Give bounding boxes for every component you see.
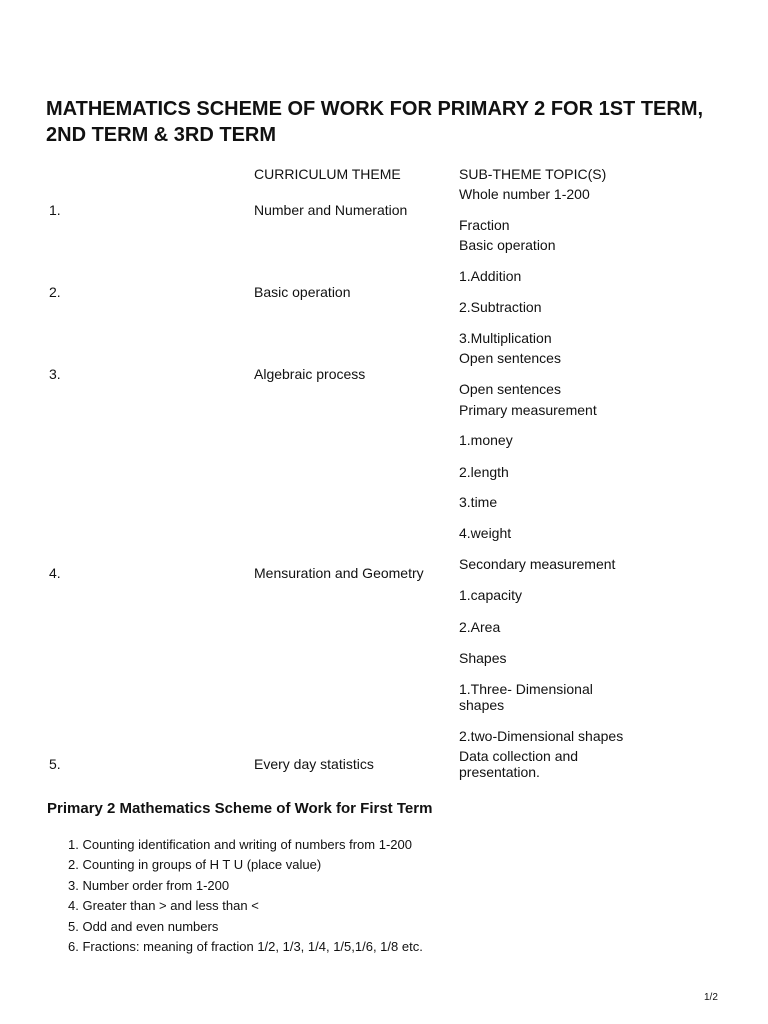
sub-theme-topic: 1.Addition [459, 268, 522, 284]
list-item: 3. Number order from 1-200 [68, 877, 230, 893]
sub-theme-topic: Whole number 1-200 [459, 186, 590, 202]
curriculum-theme: Algebraic process [254, 366, 366, 382]
row-number: 2. [49, 284, 61, 300]
sub-theme-topic: 3.time [459, 494, 498, 510]
page-number: 1/2 [704, 992, 718, 1003]
sub-theme-topic: Open sentences [459, 350, 561, 366]
row-number: 3. [49, 366, 61, 382]
sub-theme-topic: 2.length [459, 464, 509, 480]
sub-theme-topic: 2.Area [459, 619, 501, 635]
row-number: 1. [49, 202, 61, 218]
sub-theme-topic: Primary measurement [459, 402, 597, 418]
sub-theme-topic: 3.Multiplication [459, 330, 552, 346]
sub-theme-topic: 1.money [459, 432, 513, 448]
curriculum-theme: Every day statistics [254, 756, 374, 772]
sub-theme-topic: 2.two-Dimensional shapes [459, 728, 624, 744]
sub-theme-topic: Shapes [459, 650, 507, 666]
sub-theme-topic: Open sentences [459, 381, 561, 397]
page-title: MATHEMATICS SCHEME OF WORK FOR PRIMARY 2 FOR 1ST TERM, 2ND TERM & 3RD TERM [46, 98, 704, 146]
list-item: 1. Counting identification and writing of numbers from 1-200 [68, 837, 412, 852]
curriculum-theme-header: CURRICULUM THEME [254, 166, 401, 182]
curriculum-theme: Number and Numeration [254, 202, 408, 218]
list-item: 6. Fractions: meaning of fraction 1/2, 1/3, 1/4, 1/5,1/6, 1/8 etc. [68, 938, 423, 954]
sub-theme-topic: Secondary measurement [459, 556, 616, 572]
sub-theme-topic: 4.weight [459, 525, 512, 541]
sub-theme-topic: Fraction [459, 217, 510, 233]
list-item: 5. Odd and even numbers [68, 918, 219, 934]
sub-theme-topic: 2.Subtraction [459, 299, 542, 315]
sub-theme-topic: Basic operation [459, 237, 556, 253]
row-number: 4. [49, 565, 61, 581]
sub-theme-topic: Data collection and presentation. [459, 748, 579, 780]
row-number: 5. [49, 756, 61, 772]
curriculum-theme: Mensuration and Geometry [254, 565, 424, 581]
sub-theme-topic: 1.Three- Dimensional shapes [459, 681, 593, 713]
sub-theme-header: SUB-THEME TOPIC(S) [459, 166, 607, 182]
curriculum-theme: Basic operation [254, 284, 351, 300]
list-item: 4. Greater than > and less than < [68, 898, 259, 914]
sub-theme-topic: 1.capacity [459, 587, 523, 603]
first-term-heading: Primary 2 Mathematics Scheme of Work for First Term [47, 800, 433, 817]
first-term-topic-list [68, 837, 423, 959]
list-item: 2. Counting in groups of H T U (place value) [68, 857, 322, 873]
